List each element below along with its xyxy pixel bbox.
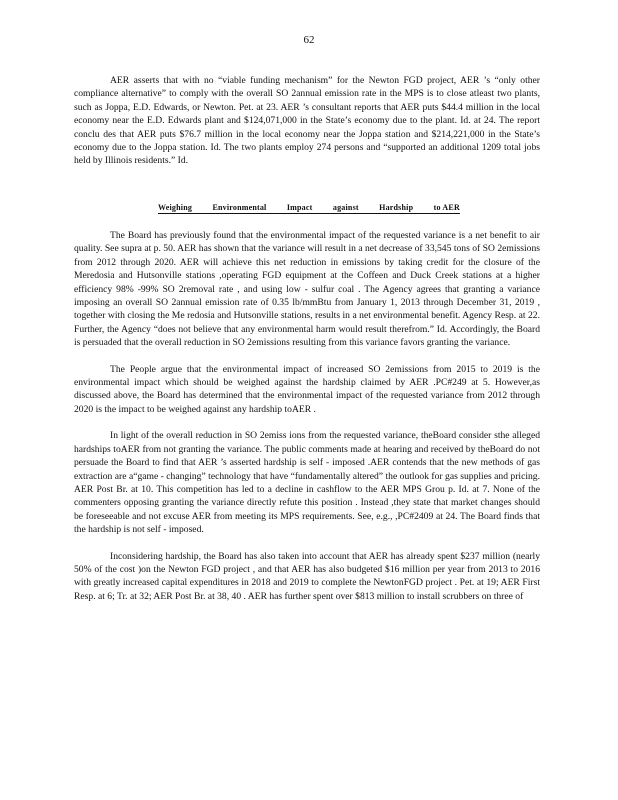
paragraph: The People argue that the environmental impact of increased SO 2emissions from 2015 to 2019 is the environmental impact which should be weighed against the hardship claimed by AER .PC#249 at 5. However,as discussed above, the Board has determined that the environmental impact of the requested variance from 2012 through 2020 is the impact to be weighed against any hardship toAER . [74,363,540,415]
page-number: 62 [303,34,315,46]
paragraph: In light of the overall reduction in SO 2emiss ions from the requested variance, theBoard consider sthe alleged hardships toAER from not granting the variance. The public comments made at hearing and received by theBoard do not persuade the Board to find that AER ’s asserted hardship is self - imposed .AER contends that the new methods of gas extraction are a“game - changing” technology that have “fundamentally altered” the outlook for gas supplies and pricing. AER Post Br. at 10. This competition has led to a decline in cashflow to the AER MPS Grou p. Id. at 7. None of the commenters opposing granting the variance directly refute this position . Instead ,they state that market changes should be foreseeable and not excuse AER from meeting its MPS requirements. See, e.g., ,PC#2409 at 24. The Board finds that the hardship is not self - imposed. [74,430,540,536]
paragraph: The Board has previously found that the environmental impact of the requested variance is a net benefit to air quality. See supra at p. 50. AER has shown that the variance will result in a net decrease of 33,545 tons of SO 2emissions from 2012 through 2020. AER will achieve this net reduction in emissions by taking credit for the closure of the Meredosia and Hutsonville stations ,operating FGD equipment at the Coffeen and Duck Creek stations at a higher efficiency 98% -99% SO 2removal rate , and using low - sulfur coal . The Agency agrees that granting a variance imposing an overall SO 2annual emission rate of 0.35 lb/mmBtu from January 1, 2013 through December 31, 2019 , together with closing the Me redosia and Hutsonville stations, results in a net environmental benefit. Agency Resp. at 22. Further, the Agency “does not believe that any environmental harm would result therefrom.” Id. Accordingly, the Board is persuaded that the overall reduction in SO 2emissions resulting from this variance favors granting the variance. [74,230,540,349]
section-heading [158,203,460,214]
heading-word: Hardship [379,203,414,212]
paragraph-block-1 [74,74,540,181]
paragraph-block-2 [74,229,540,616]
paragraph: Inconsidering hardship, the Board has also taken into account that AER has already spent $237 million (nearly 50% of the cost )on the Newton FGD project , and that AER has also budgeted $16 million per year from 2013 to 2016 with greatly increased capital expenditures in 2018 and 2019 to complete the NewtonFGD project . Pet. at 19; AER First Resp. at 6; Tr. at 32; AER Post Br. at 38, 40 . AER has further spent over $813 million to install scrubbers on three of [74,550,540,602]
heading-word: to AER [433,203,460,212]
heading-word: Weighing [158,203,193,212]
heading-word: against [332,203,359,212]
paragraph: AER asserts that with no “viable funding mechanism” for the Newton FGD project, AER ’s “only other compliance alternative” to comply with the overall SO 2annual emission rate in the MPS is to close atleast two plants, such as Joppa, E.D. Edwards, or Newton. Pet. at 23. AER ’s consultant reports that AER puts $44.4 million in the local economy near the E.D. Edwards plant and $124,071,000 in the State’s economy due to the plant. Id. at 24. The report conclu des that AER puts $76.7 million in the local economy near the Joppa station and $214,221,000 in the State’s economy due to the Joppa station. Id. The two plants employ 274 persons and “supported an additional 1209 total jobs held by Illinois residents.” Id. [74,75,540,167]
heading-word: Impact [286,203,313,212]
heading-word: Environmental [212,203,267,212]
